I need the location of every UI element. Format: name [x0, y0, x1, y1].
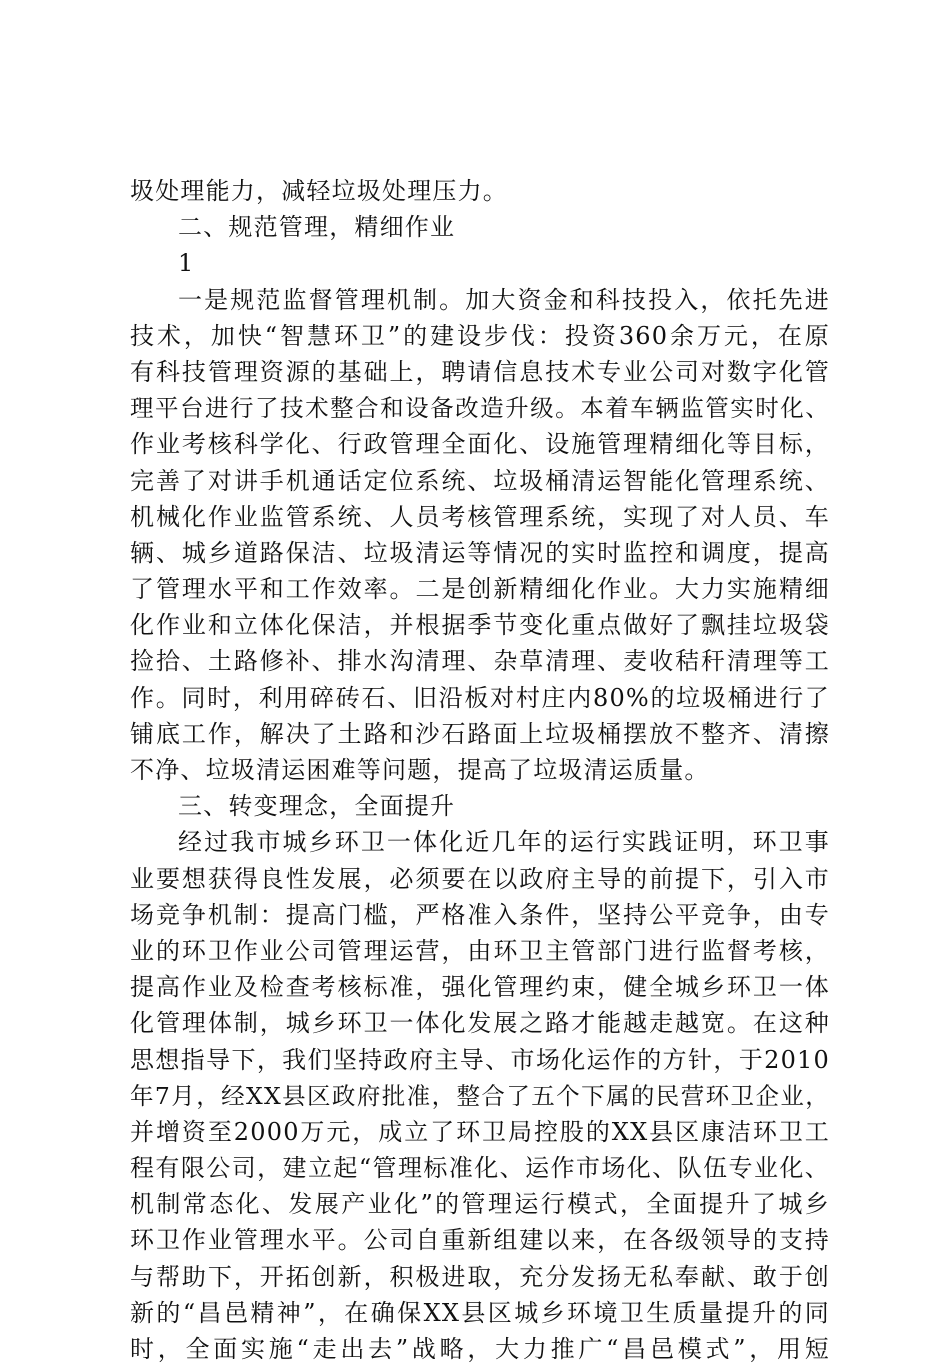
text-line: 二、规范管理，精细作业	[178, 213, 456, 242]
text-line: 并增资至2000万元，成立了环卫局控股的XX县区康洁环卫工	[130, 1117, 830, 1146]
text-line: 辆、城乡道路保洁、垃圾清运等情况的实时监控和调度，提高	[130, 538, 830, 567]
text-line: 业要想获得良性发展，必须要在以政府主导的前提下，引入市	[130, 864, 830, 893]
text-line: 捡拾、土路修补、排水沟清理、杂草清理、麦收秸秆清理等工	[130, 647, 830, 676]
text-line: 业的环卫作业公司管理运营，由环卫主管部门进行监督考核，	[130, 936, 830, 965]
text-line: 机械化作业监管系统、人员考核管理系统，实现了对人员、车	[130, 502, 830, 531]
text-line: 技术，加快“智慧环卫”的建设步伐：投资360余万元，在原	[130, 321, 830, 350]
text-line: 场竞争机制：提高门槛，严格准入条件，坚持公平竞争，由专	[130, 900, 830, 929]
text-line: 理平台进行了技术整合和设备改造升级。本着车辆监管实时化、	[130, 394, 830, 423]
text-line: 环卫作业管理水平。公司自重新组建以来，在各级领导的支持	[130, 1226, 830, 1255]
text-line: 圾处理能力，减轻垃圾处理压力。	[130, 177, 508, 205]
text-line: 作业考核科学化、行政管理全面化、设施管理精细化等目标，	[130, 430, 830, 459]
text-line: 一是规范监督管理机制。加大资金和科技投入，依托先进	[178, 285, 830, 314]
text-line: 经过我市城乡环卫一体化近几年的运行实践证明，环卫事	[178, 828, 830, 857]
text-line: 新的“昌邑精神”，在确保XX县区城乡环境卫生质量提升的同	[130, 1298, 830, 1327]
text-line: 三、转变理念，全面提升	[178, 792, 456, 821]
text-line: 提高作业及检查考核标准，强化管理约束，健全城乡环卫一体	[130, 973, 830, 1002]
text-line: 化管理体制，城乡环卫一体化发展之路才能越走越宽。在这种	[130, 1009, 830, 1038]
text-line: 年7月，经XX县区政府批准，整合了五个下属的民营环卫企业，	[130, 1081, 830, 1110]
text-line: 有科技管理资源的基础上，聘请信息技术专业公司对数字化管	[130, 357, 830, 386]
text-line: 时，全面实施“走出去”战略，大力推广“昌邑模式”，用短	[130, 1335, 830, 1363]
text-line: 思想指导下，我们坚持政府主导、市场化运作的方针，于2010	[130, 1045, 830, 1074]
text-line: 程有限公司，建立起“管理标准化、运作市场化、队伍专业化、	[130, 1154, 830, 1183]
text-line: 与帮助下，开拓创新，积极进取，充分发扬无私奉献、敢于创	[130, 1262, 830, 1291]
text-line: 了管理水平和工作效率。二是创新精细化作业。大力实施精细	[130, 575, 830, 604]
text-line: 完善了对讲手机通话定位系统、垃圾桶清运智能化管理系统、	[130, 466, 830, 495]
document-body	[130, 173, 830, 1367]
text-line: 化作业和立体化保洁，并根据季节变化重点做好了飘挂垃圾袋	[130, 611, 830, 640]
text-line: 机制常态化、发展产业化”的管理运行模式，全面提升了城乡	[130, 1190, 830, 1219]
text-line: 铺底工作，解决了土路和沙石路面上垃圾桶摆放不整齐、清擦	[130, 719, 830, 748]
text-line: 作。同时，利用碎砖石、旧沿板对村庄内80%的垃圾桶进行了	[130, 683, 830, 712]
text-line: 不净、垃圾清运困难等问题，提高了垃圾清运质量。	[130, 756, 710, 784]
text-line: 1	[178, 249, 195, 278]
